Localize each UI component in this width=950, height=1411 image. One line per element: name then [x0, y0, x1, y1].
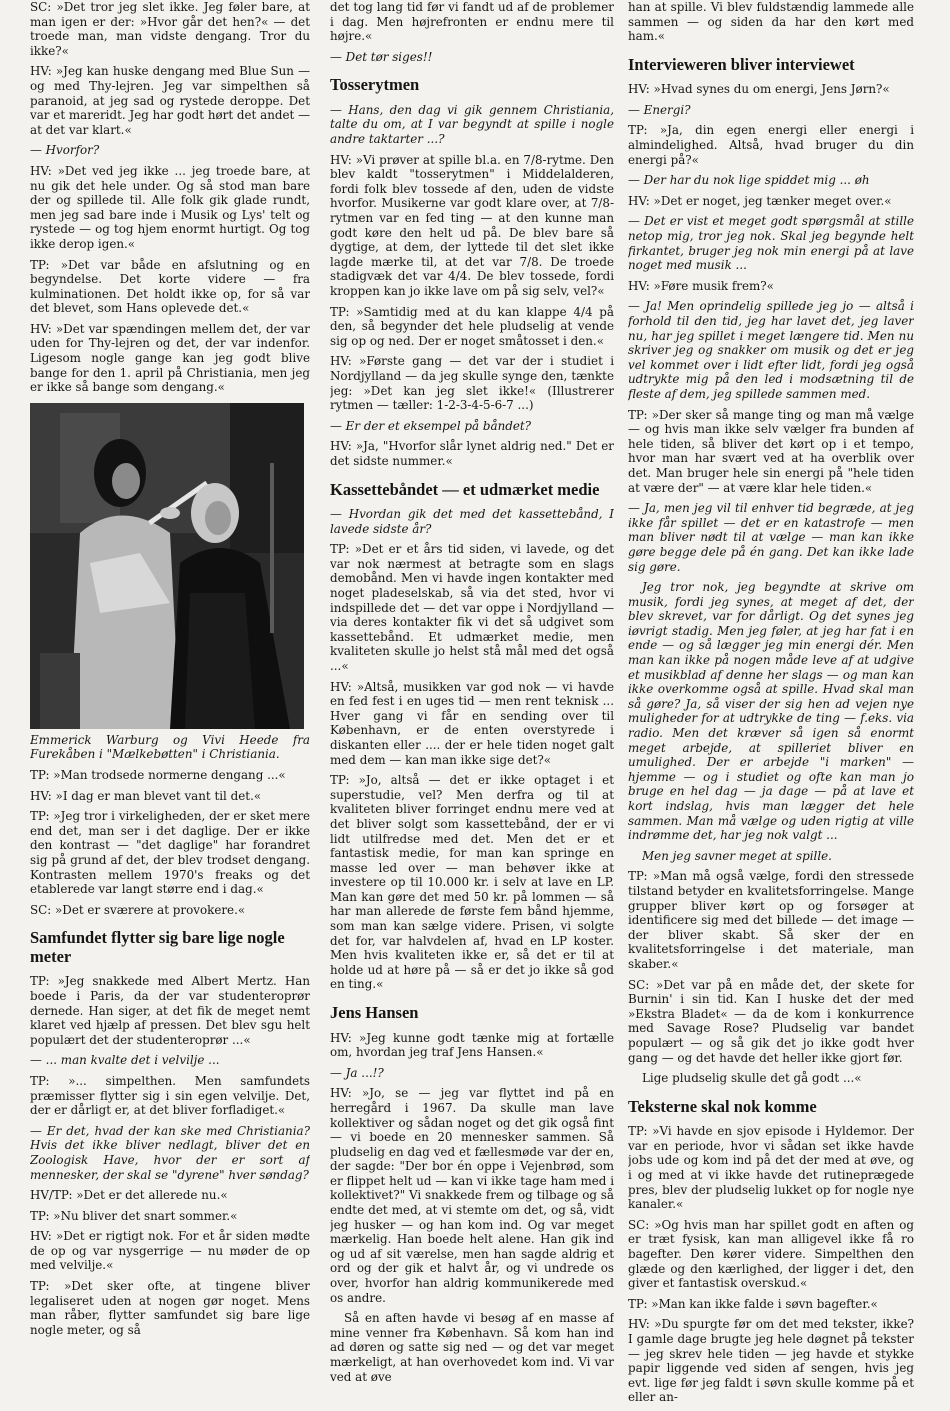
question: — Det er vist et meget godt spørgsmål at stille netop mig, tror jeg nok. Skal jeg begynde helt firkantet, bruger jeg nok min energi på at lave noget med musik ...: [628, 214, 914, 273]
paragraph: HV: »Jeg kan huske dengang med Blue Sun — og med Thy-lejren. Jeg var simpelthen så paranoid, at jeg sad og rystede deroppe. Det var et mareridt. Jeg har godt hørt det andet — at det var klart.«: [30, 64, 310, 137]
paragraph: TP: »Man trodsede normerne dengang ...«: [30, 768, 286, 783]
paragraph: HV: »Det er rigtigt nok. For et år siden mødte de op og var nysgerrige — nu møder de op med velvilje.«: [30, 1229, 310, 1273]
section-heading: Kassettebåndet — et udmærket medie: [330, 479, 600, 499]
photo-caption: Emmerick Warburg og Vivi Heede fra Furekåben i "Mælkebøtten" i Christiania.: [30, 732, 310, 762]
question: — Energi?: [628, 102, 691, 117]
question: — Er der et eksempel på båndet?: [330, 418, 532, 433]
question: — Ja! Men oprindelig spillede jeg jo — altså i forhold til den tid, jeg har lavet det, jeg laver nu, har jeg spillet i meget længere tid. Men nu skriver jeg og snakker om musik og det er jeg vel kommet over i lidt efter lidt, fordi jeg også udtrykte mig på den led i modsætning til de fleste af dem, jeg spillede sammen med.: [628, 299, 914, 401]
paragraph: TP: »Man kan ikke falde i søvn bagefter.«: [628, 1296, 878, 1311]
paragraph: han at spille. Vi blev fuldstændig lammede alle sammen — og siden da har den kørt med ham.«: [628, 0, 914, 44]
paragraph: TP: »Jeg snakkede med Albert Mertz. Han boede i Paris, da der var studenteroprør dernede. Han siger, at det fik de meget nemt klaret ved hjælp af pressen. Det blev sgu helt populært det der studenteroprør ...«: [30, 974, 310, 1047]
paragraph: TP: »Vi havde en sjov episode i Hyldemor. Der var en periode, hvor vi sådan set ikke havde jobs ude og kom ind på det der med at øve, og i og med at vi ikke havde det rutineprægede pres, blev der pludselig lukket op for nogle nye kanaler.«: [628, 1124, 914, 1212]
paragraph: HV: »Det ved jeg ikke ... jeg troede bare, at nu gik det hele under. Og så stod man bare der og spillede til. Alle folk gik glade rundt, men jeg sad bare inde i Musik og Lys' telt og rystede — og tog hjem enormt hurtigt. Og tog ikke derop igen.«: [30, 163, 310, 251]
section-heading: Samfundet flytter sig bare lige nogle meter: [30, 928, 285, 966]
paragraph: TP: »Det var både en afslutning og en begyndelse. Det korte videre — fra kulminationen. Det holdt ikke op, for så var det blevet, som Hans oplevede det.«: [30, 257, 310, 316]
paragraph: SC: »Det var på en måde det, der skete for Burnin' i sin tid. Kan I huske det der med »Ekstra Bladet« — da de kom i konkurrence med Savage Rose? Pludselig var bandet populært — og så gik det jo ikke godt hver gang — og det havde det heller ikke gjort før.: [628, 977, 914, 1065]
question: — Ja, men jeg vil til enhver tid begræde, at jeg ikke får spillet — det er en katastrofe — men man bliver nødt til at vælge — man kan ikke gøre begge dele på én gang. Det kan ikke lade sig gøre.: [628, 501, 914, 574]
band-photo: [30, 403, 304, 729]
question: — Hvordan gik det med det kassettebånd, I lavede sidste år?: [330, 507, 614, 536]
question: — Hvorfor?: [30, 143, 100, 158]
question: Jeg tror nok, jeg begyndte at skrive om musik, fordi jeg synes, at meget af det, der blev skrevet, var for dårligt. Og det synes jeg iøvrigt stadig. Men jeg føler, at jeg har fat i en ende — og så lægger jeg min energi dér. Men man kan ikke på nogen måde leve af at udgive et musikblad af denne her slags — og man kan ikke overkomme også at spille. Hvad skal man så gøre? Ja, så viser der sig hen ad vejen nye muligheder for at udtrykke de ting — f.eks. via radio. Men det kræver så igen så enormt meget arbejde, at spilleriet bliver en umulighed. Der er arbejde "i marken" — hjemme — og i studiet og ofte kan man jo bruge en hel dag — ja dage — på at lave et kort indslag, hvis man lægger det hele sammen. Man må vælge og uden rigtig at ville indrømme det, har jeg nok valgt ...: [628, 580, 914, 843]
column-1: [30, 0, 310, 1343]
paragraph: TP: »Ja, din egen energi eller energi i almindelighed. Altså, hvad bruger du din energi på?«: [628, 123, 914, 167]
question: — Der har du nok lige spiddet mig ... øh: [628, 173, 870, 188]
question: — Er det, hvad der kan ske med Christiania? Hvis det ikke bliver nedlagt, bliver det en Zoologisk Have, hvor der er sort af mennesker, der skal se "dyrene" hver søndag?: [30, 1123, 310, 1182]
question: — ... man kvalte det i velvilje ...: [30, 1053, 220, 1068]
paragraph: TP: »Nu bliver det snart sommer.«: [30, 1208, 238, 1223]
section-heading: Teksterne skal nok komme: [628, 1096, 817, 1116]
question: — Hans, den dag vi gik gennem Christiania, talte du om, at I var begyndt at spille i nogle andre taktarter ...?: [330, 102, 614, 147]
paragraph: HV: »I dag er man blevet vant til det.«: [30, 788, 262, 803]
paragraph: TP: »Samtidig med at du kan klappe 4/4 på den, så begynder det hele pludselig at vende sig op og ned. Der er noget småtosset i den.«: [330, 304, 614, 348]
section-heading: Intervieweren bliver interviewet: [628, 54, 855, 74]
paragraph: HV: »Jo, se — jeg var flyttet ind på en herregård i 1967. Da skulle man lave kollektiver og sådan noget og det gik også fint — vi boede en 20 mennesker sammen. Så pludselig en dag ved et fællesmøde var der en, der sagde: "Der bor én oppe i Vejenbrød, som er flippet helt ud — kan vi ikke tage ham med i kollektivet?" Vi snakkede frem og tilbage og så endte det med, at vi stemte om det, og så, vidt jeg husker — og han kom ind. Og var meget mærkelig. Han boede helt alene. Han gik ind og ud af sit værelse, men han sagde aldrig et ord og der gik et halvt år, og vi undrede os over, hvorfor han aldrig kommunikerede med os andre.: [330, 1086, 614, 1305]
paragraph: SC: »Det er sværere at provokere.«: [30, 902, 246, 917]
section-heading: Tosserytmen: [330, 75, 420, 95]
question: — Det tør siges!!: [330, 49, 433, 64]
paragraph: det tog lang tid før vi fandt ud af de problemer i dag. Men højrefronten er endnu mere til højre.«: [330, 0, 614, 44]
paragraph: HV: »Ja, "Hvorfor slår lynet aldrig ned." Det er det sidste nummer.«: [330, 439, 614, 468]
paragraph: HV/TP: »Det er det allerede nu.«: [30, 1188, 228, 1203]
paragraph: TP: »Man må også vælge, fordi den stressede tilstand betyder en kvalitetsforringelse. Mange grupper bliver kørt op og forsøger at identificere sig med det billede — det image — der bliver skabt. Så sker der en kvalitetsforringelse i det materiale, man skaber.«: [628, 869, 914, 971]
paragraph: HV: »Det er noget, jeg tænker meget over.«: [628, 193, 892, 208]
paragraph: HV: »Altså, musikken var god nok — vi havde en fed fest i en uges tid — men rent teknisk ... Hver gang vi får en sending over til København, er de enten overstyrede i diskanten eller .... der er hele tiden noget galt med dem — kan man ikke sige det?«: [330, 679, 614, 767]
paragraph: TP: »Der sker så mange ting og man må vælge — og hvis man ikke selv vælger fra bunden af hele tiden, så bliver det kørt op i et tempo, hvor man har svært ved at ha overblik over det. Man bruger hele sin energi på "hele tiden at være der" — at være klar hele tiden.«: [628, 407, 914, 495]
paragraph: TP: »Jo, altså — det er ikke optaget i et superstudie, vel? Men derfra og til at kvaliteten bliver forringet endnu mere ved at det bliver solgt som kassettebånd, der er vi lidt utilfredse med det. Men det er et fantastisk medie, for man kan springe en masse led over — man behøver ikke at investere op til 10.000 kr. i selv at lave en LP. Man kan gøre det med 50 kr. på lommen — så har man allerede de første fem bånd hjemme, som man kan sælge videre. Prisen, vi solgte det for, var halvdelen af, hvad en LP koster. Men hvis kvaliteten ikke er, så det er til at holde ud at høre på — så er det jo ikke så god en ting.«: [330, 773, 614, 992]
paragraph: HV: »Vi prøver at spille bl.a. en 7/8-rytme. Den blev kaldt "tosserytmen" i Middelalderen, fordi folk blev tossede af den, uden de vidste hvorfor. Musikerne var godt klare over, at 7/8-rytmen var en fed ting — at den kunne man godt køre den helt ud på. De blev bare så dygtige, at dem, der lyttede til det slet ikke lagde mærke til, at det var 7/8. De troede stadigvæk det var 4/4. De blev tossede, fordi kroppen kan jo ikke lave om på sig selv, vel?«: [330, 152, 614, 298]
paragraph: HV: »Føre musik frem?«: [628, 278, 774, 293]
photo-illustration: [30, 403, 304, 729]
paragraph: Lige pludselig skulle det gå godt ...«: [642, 1071, 862, 1086]
paragraph: TP: »Det sker ofte, at tingene bliver legaliseret uden at nogen gør noget. Mens man råber, flytter samfundet sig bare lige nogle meter, og så: [30, 1279, 310, 1337]
paragraph: TP: »Det er et års tid siden, vi lavede, og det var nok nærmest at betragte som en slags demobånd. Men vi havde ingen kontakter med noget pladeselskab, så via det sted, hvor vi indspillede det — det var oppe i Nordjylland — via deres kontakter fik vi det så udgivet som kassettebånd. Et udmærket medie, men kvaliteten skulle jo helst stå mål med det også ...«: [330, 542, 614, 673]
column-2: [330, 0, 614, 1390]
paragraph: HV: »Hvad synes du om energi, Jens Jørn?«: [628, 82, 890, 97]
paragraph: Så en aften havde vi besøg af en masse af mine venner fra København. Så kom han ind ad døren og satte sig ned — og det var meget mærkeligt, at han overhovedet kom ind. Vi var ved at øve: [330, 1311, 614, 1384]
column-3: [628, 0, 914, 1411]
paragraph: HV: »Du spurgte før om det med tekster, ikke? I gamle dage brugte jeg hele døgnet på tekster — jeg skrev hele tiden — jeg havde et stykke papir liggende ved siden af sengen, hvis jeg evt. lige før jeg faldt i søvn skulle komme på et eller an-: [628, 1317, 914, 1405]
section-heading: Jens Hansen: [330, 1003, 419, 1023]
paragraph: SC: »Det tror jeg slet ikke. Jeg føler bare, at man igen er der: »Hvor går det hen?« — det troede man, man vidste dengang. Tror du ikke?«: [30, 0, 310, 58]
question: Men jeg savner meget at spille.: [642, 848, 832, 863]
paragraph: HV: »Det var spændingen mellem det, der var uden for Thy-lejren og det, der var indenfor. Ligesom nogle gange kan jeg godt blive bange for den 1. april på Christiania, men jeg er ikke så bange som dengang.«: [30, 321, 310, 395]
paragraph: TP: »Jeg tror i virkeligheden, der er sket mere end det, man ser i det daglige. Der er ikke den kontrast — "det daglige" har forandret sig på grund af det, der blev trodset dengang. Kontrasten mellem 1970's freaks og det etablerede var langt større end i dag.«: [30, 809, 310, 897]
paragraph: HV: »Jeg kunne godt tænke mig at fortælle om, hvordan jeg traf Jens Hansen.«: [330, 1030, 614, 1060]
paragraph: HV: »Første gang — det var der i studiet i Nordjylland — da jeg skulle synge den, tænkte jeg: »Det kan jeg slet ikke!« (Illustrerer rytmen — tæller: 1-2-3-4-5-6-7 ...): [330, 354, 614, 413]
paragraph: TP: »... simpelthen. Men samfundets præmisser flytter sig i sin egen velvilje. Det, der er dårligt er, at det bliver forfladiget.«: [30, 1073, 310, 1118]
paragraph: SC: »Og hvis man har spillet godt en aften og er træt fysisk, kan man alligevel ikke få ro bagefter. Den kører videre. Simpelthen den glæde og den kærlighed, der ligger i det, den giver et fantastisk overskud.«: [628, 1217, 914, 1291]
question: — Ja ...!?: [330, 1065, 384, 1080]
